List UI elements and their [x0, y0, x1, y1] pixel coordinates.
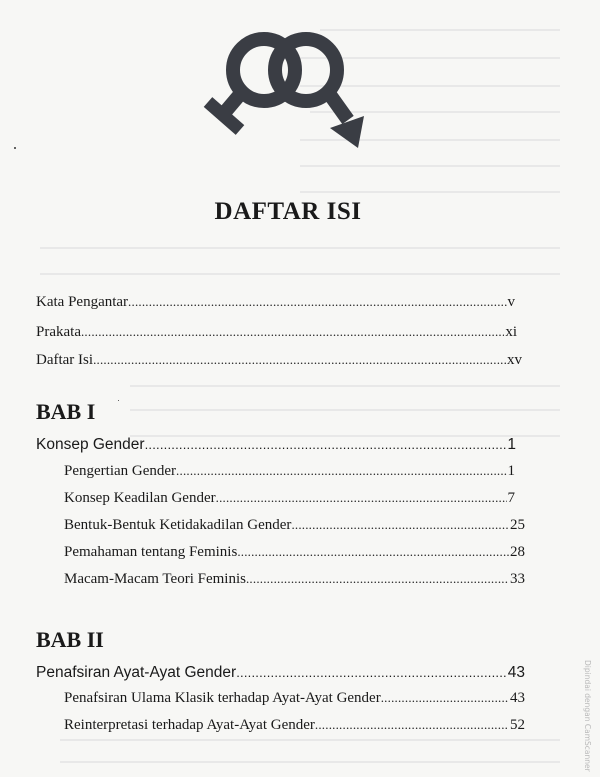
toc-section-entry[interactable] [64, 717, 525, 734]
toc-section-entry[interactable] [64, 517, 525, 534]
scan-speck [118, 400, 119, 401]
dot-leader [315, 717, 509, 733]
toc-entry-page: v [507, 294, 515, 310]
toc-entry-label: Macam-Macam Teori Feminis [64, 571, 246, 587]
dot-leader [176, 463, 506, 479]
toc-entry-page: 25 [510, 517, 525, 533]
toc-section-entry[interactable] [64, 544, 525, 561]
toc-entry-label: Kata Pengantar [36, 294, 129, 310]
chapter-heading-bab-1: BAB I [36, 399, 96, 424]
gender-symbols-icon [198, 16, 368, 148]
chapter-heading-bab-2: BAB II [36, 627, 104, 652]
watermark-text: Dipindai dengan CamScanner [583, 660, 592, 772]
toc-section-entry[interactable] [64, 463, 515, 480]
dot-leader [216, 490, 507, 506]
dot-leader [93, 352, 506, 368]
toc-entry-page: 43 [507, 664, 525, 681]
dot-leader [81, 324, 504, 340]
toc-entry-prakata[interactable] [36, 324, 517, 341]
toc-entry-label: Penafsiran Ulama Klasik terhadap Ayat-Ayat Gender [64, 690, 381, 706]
toc-entry-label: Penafsiran Ayat-Ayat Gender [36, 664, 237, 681]
dot-leader [236, 665, 507, 680]
dot-leader [128, 294, 506, 310]
toc-entry-label: Konsep Keadilan Gender [64, 490, 216, 506]
toc-entry-label: Pengertian Gender [64, 463, 177, 479]
toc-entry-daftar-isi[interactable] [36, 352, 522, 369]
toc-entry-label: Daftar Isi [36, 352, 94, 368]
page-title: DAFTAR ISI [214, 198, 362, 225]
toc-entry-page: xv [507, 352, 522, 368]
dot-leader [145, 437, 507, 452]
toc-entry-page: 52 [510, 717, 525, 733]
dot-leader [237, 544, 509, 560]
toc-section-entry[interactable] [64, 490, 515, 507]
toc-entry-page: 43 [510, 690, 525, 706]
scanner-watermark [580, 660, 594, 772]
toc-section-entry[interactable] [64, 571, 525, 588]
toc-section-entry[interactable] [64, 690, 525, 707]
toc-entry-page: 1 [507, 436, 516, 453]
scan-speck [14, 147, 16, 149]
toc-entry-label: Reinterpretasi terhadap Ayat-Ayat Gender [64, 717, 315, 733]
toc-entry-label: Bentuk-Bentuk Ketidakadilan Gender [64, 517, 292, 533]
toc-chapter-title[interactable] [36, 436, 516, 454]
toc-entry-label: Prakata [36, 324, 81, 340]
dot-leader [246, 571, 509, 587]
toc-entry-page: 28 [510, 544, 525, 560]
toc-entry-label: Pemahaman tentang Feminis [64, 544, 238, 560]
toc-entry-kata-pengantar[interactable] [36, 294, 515, 311]
toc-entry-page: 33 [510, 571, 525, 587]
toc-entry-page: xi [505, 324, 517, 340]
toc-chapter-title[interactable] [36, 664, 525, 682]
toc-entry-page: 1 [507, 463, 515, 479]
dot-leader [381, 690, 509, 706]
toc-entry-label: Konsep Gender [36, 436, 145, 453]
dot-leader [291, 517, 509, 533]
toc-entry-page: 7 [507, 490, 515, 506]
